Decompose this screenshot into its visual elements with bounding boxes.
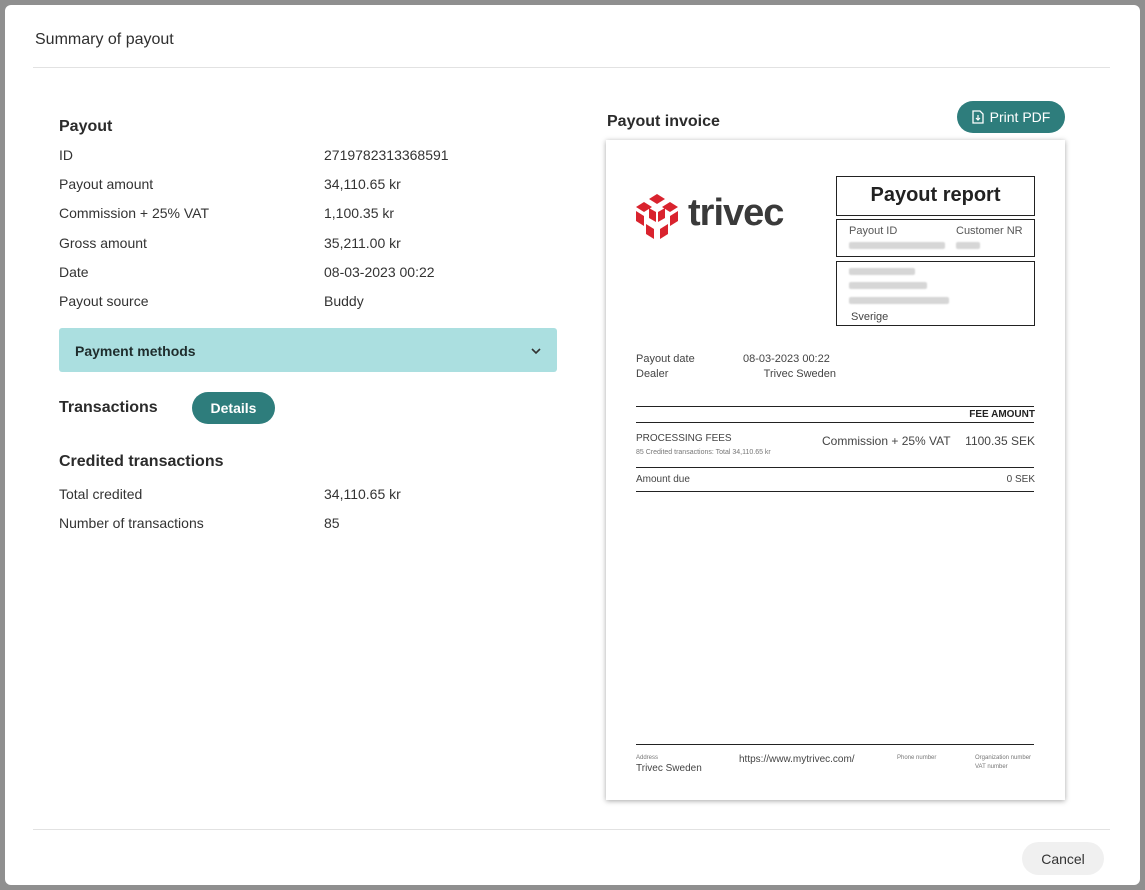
trivec-logo-text: trivec <box>688 192 784 234</box>
fee-amount-header: FEE AMOUNT <box>969 409 1035 420</box>
redacted-payout-id <box>849 242 945 249</box>
transactions-heading: Transactions <box>59 399 158 416</box>
footer-address-value: Trivec Sweden <box>636 763 702 774</box>
fee-table-divider <box>636 467 1034 468</box>
print-pdf-button[interactable] <box>957 101 1065 133</box>
commission-label: Commission + 25% VAT <box>822 434 951 448</box>
payout-row-date: Date 08-03-2023 00:22 <box>59 264 435 280</box>
payout-row-commission: Commission + 25% VAT 1,100.35 kr <box>59 205 395 221</box>
payout-invoice-heading: Payout invoice <box>607 113 720 130</box>
modal-title: Summary of payout <box>35 31 174 48</box>
payout-row-source: Payout source Buddy <box>59 293 364 309</box>
processing-fees-label: PROCESSING FEES <box>636 433 732 444</box>
dealer-label: Dealer <box>636 368 669 380</box>
amount-due-value: 0 SEK <box>1006 474 1035 485</box>
footer-divider <box>33 829 1110 830</box>
payment-methods-label: Payment methods <box>75 343 196 359</box>
payout-row-gross: Gross amount 35,211.00 kr <box>59 235 401 251</box>
footer-website: https://www.mytrivec.com/ <box>739 754 855 765</box>
details-button[interactable]: Details <box>192 392 275 424</box>
payout-summary-modal <box>5 5 1140 885</box>
country-text: Sverige <box>851 311 889 323</box>
amount-due-label: Amount due <box>636 474 690 485</box>
footer-phone-label: Phone number <box>897 755 937 761</box>
payout-date-label: Payout date <box>636 353 695 365</box>
report-title-box <box>836 176 1035 216</box>
redacted-address-line <box>849 282 927 289</box>
trivec-logo-icon <box>636 194 678 240</box>
fee-table-bottom-line <box>636 491 1034 492</box>
customer-address-box <box>836 261 1035 326</box>
redacted-customer-nr <box>956 242 980 249</box>
processing-fees-sub: 85 Credited transactions: Total 34,110.65 kr <box>636 449 771 456</box>
payout-row-amount: Payout amount 34,110.65 kr <box>59 176 401 192</box>
footer-vat-label: VAT number <box>975 764 1008 770</box>
payment-methods-accordion[interactable] <box>59 328 557 372</box>
print-pdf-label: Print PDF <box>989 109 1051 125</box>
customer-nr-label: Customer NR <box>956 225 1023 237</box>
payout-id-box <box>836 219 1035 257</box>
dealer-value: Trivec Sweden <box>763 368 836 380</box>
redacted-address-line <box>849 297 949 304</box>
payout-date-value: 08-03-2023 00:22 <box>743 353 830 365</box>
footer-address-label: Address <box>636 755 659 761</box>
report-title: Payout report <box>870 184 1001 206</box>
payout-id-label: Payout ID <box>849 225 898 237</box>
credited-row-total: Total credited 34,110.65 kr <box>59 486 401 502</box>
payout-row-id: ID 2719782313368591 <box>59 147 449 163</box>
chevron-down-icon <box>529 344 543 358</box>
fee-table-top-line <box>636 406 1034 407</box>
redacted-address-line <box>849 268 915 275</box>
footer-org-label: Organization number <box>975 755 1032 761</box>
invoice-preview <box>606 140 1065 800</box>
footer-line <box>636 744 1034 745</box>
credited-heading: Credited transactions <box>59 453 224 470</box>
header-divider <box>33 67 1110 68</box>
payout-heading: Payout <box>59 118 113 135</box>
credited-row-count: Number of transactions 85 <box>59 515 340 531</box>
commission-value: 1100.35 SEK <box>965 434 1035 448</box>
fee-table-header-line <box>636 422 1034 423</box>
cancel-button[interactable]: Cancel <box>1022 842 1104 875</box>
pdf-file-icon <box>972 110 984 124</box>
